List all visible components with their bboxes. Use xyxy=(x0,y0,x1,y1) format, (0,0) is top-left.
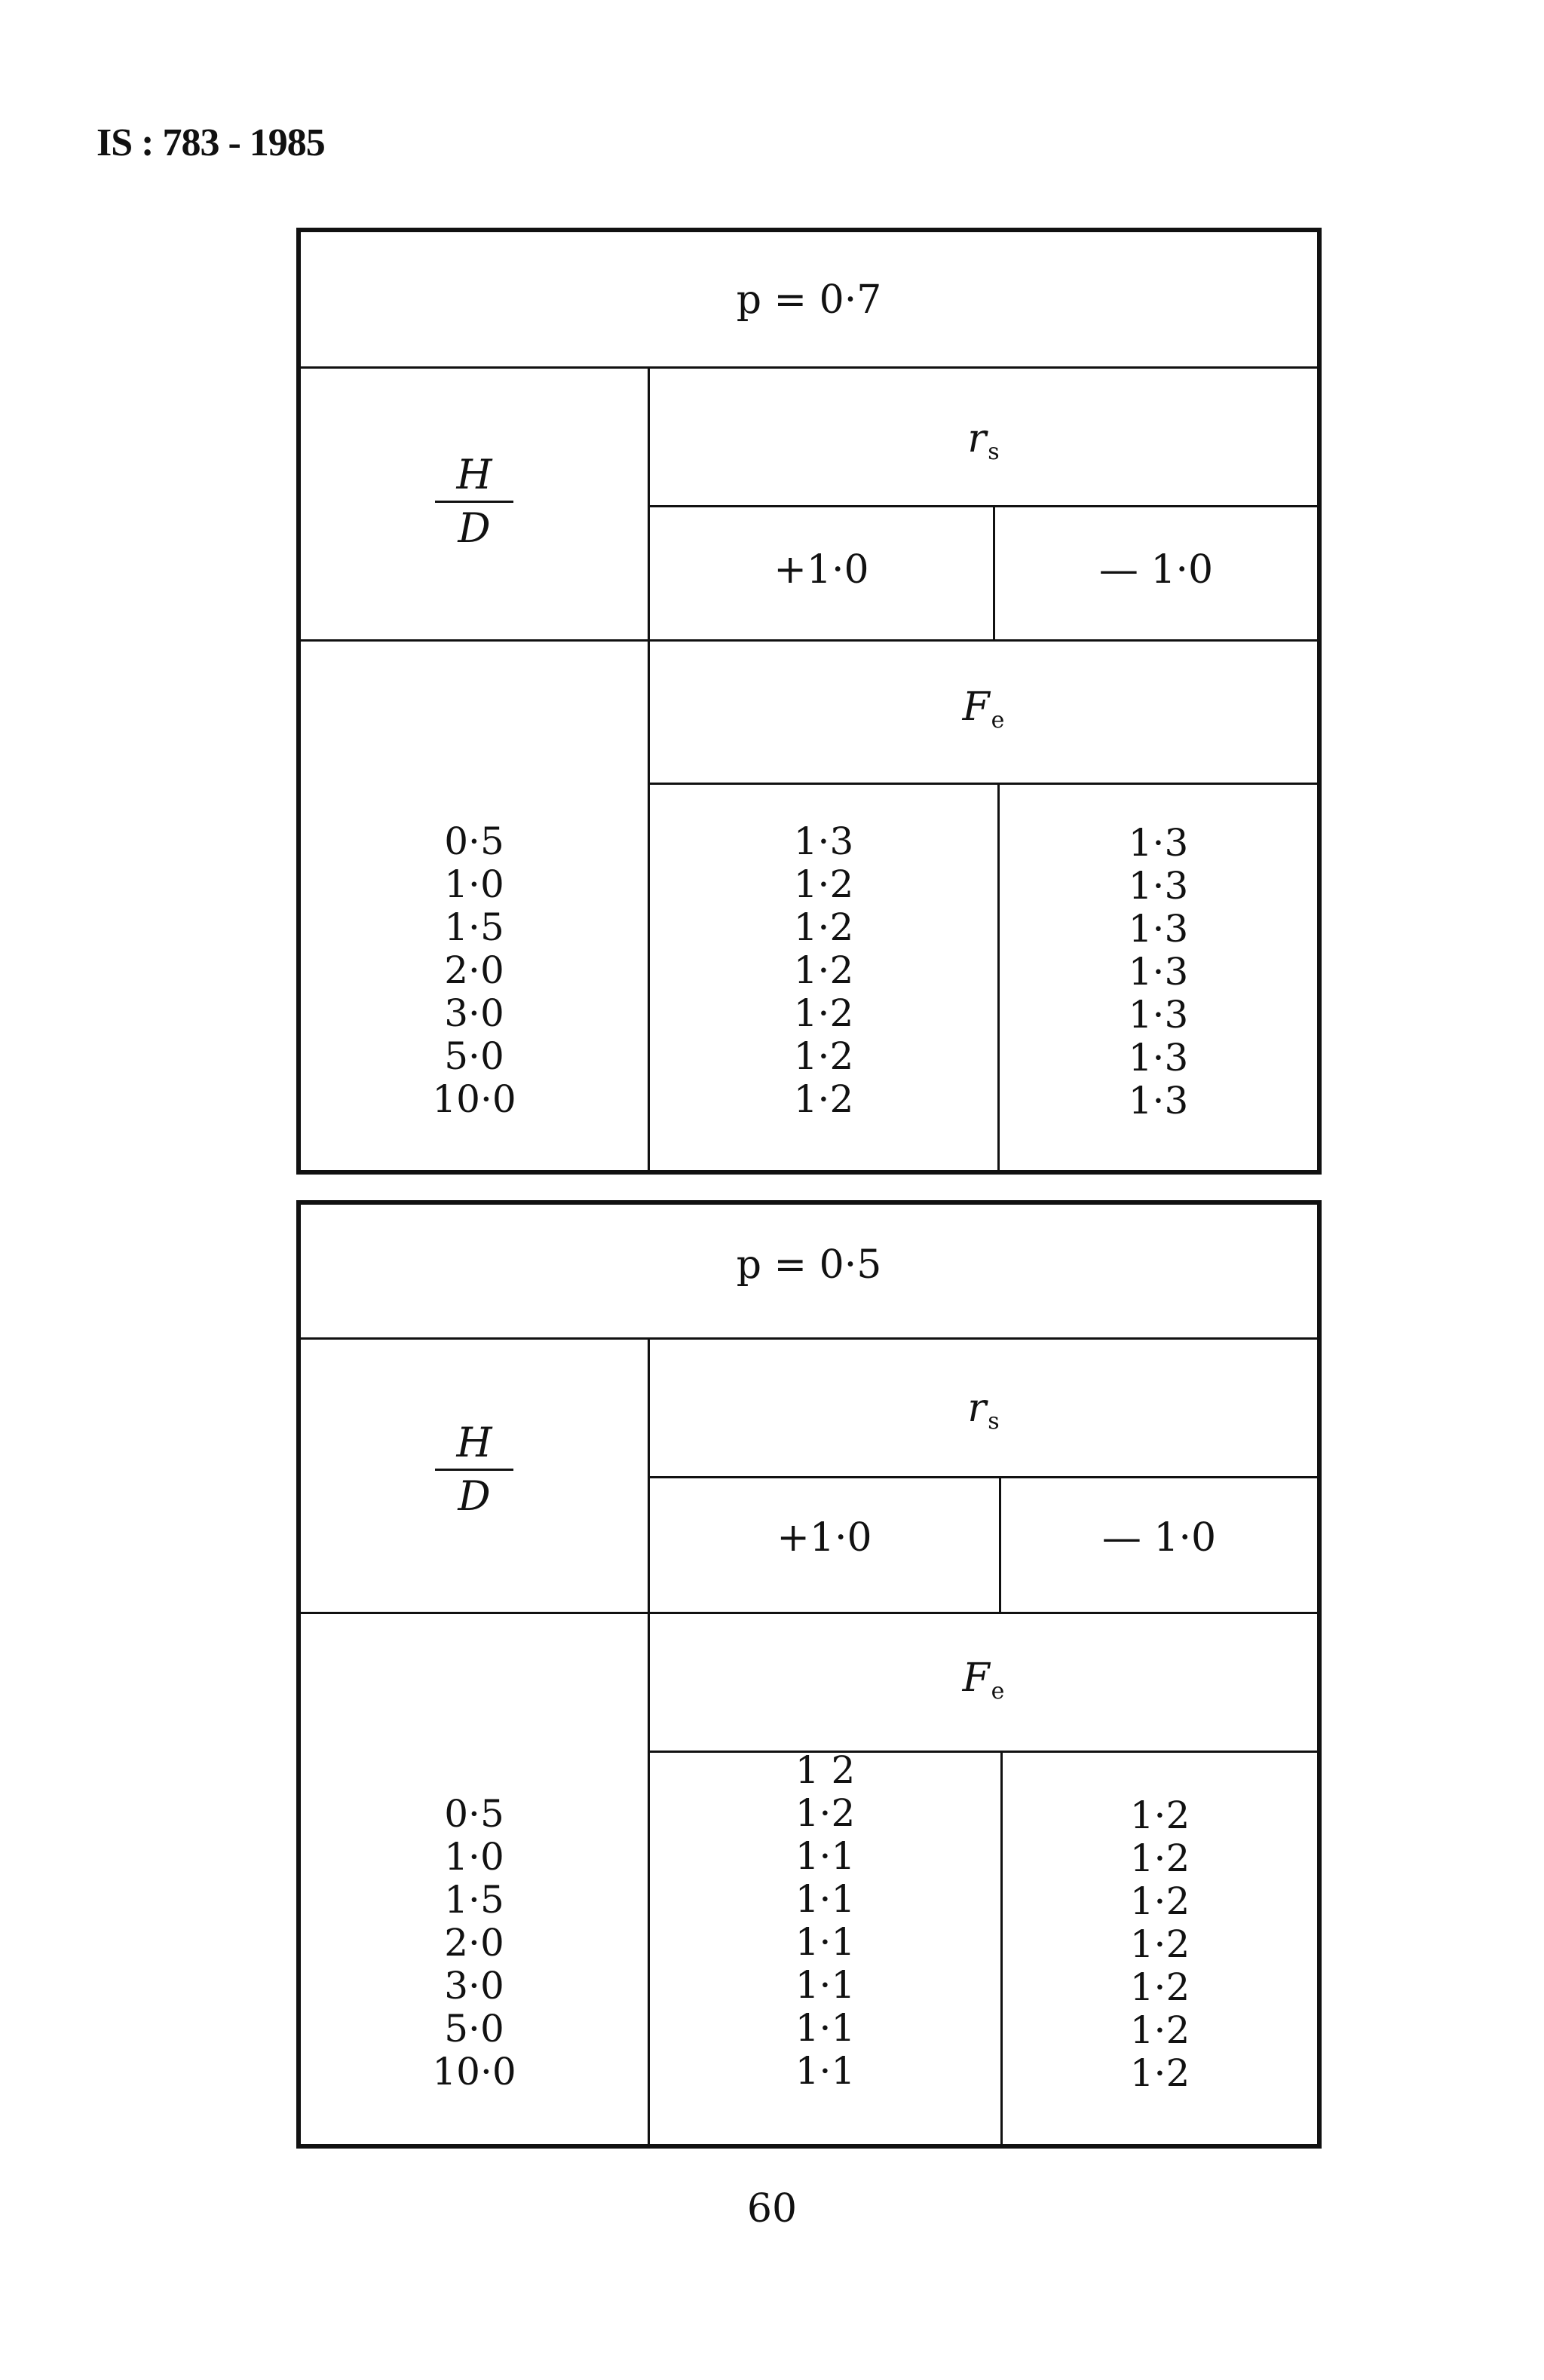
hd-values-column xyxy=(301,820,648,1121)
rs-symbol: r xyxy=(967,416,987,461)
fe-minus-column xyxy=(1000,822,1317,1123)
h-over-d-label xyxy=(301,451,648,553)
fe-value: 1·3 xyxy=(793,819,854,863)
fe-value: 1·3 xyxy=(1128,864,1189,908)
hd-value: 10·0 xyxy=(432,2050,516,2094)
fe-value: 1·2 xyxy=(793,862,854,906)
table-p-0-7 xyxy=(296,228,1322,1175)
fe-value: 1·2 xyxy=(1129,2051,1190,2095)
fe-value: 1·1 xyxy=(795,2049,856,2093)
fe-label xyxy=(650,1656,1317,1705)
fe-symbol: F xyxy=(962,1656,990,1701)
fe-symbol: F xyxy=(962,685,990,730)
fe-value: 1·2 xyxy=(1129,1965,1190,2009)
hd-value: 1·0 xyxy=(444,862,504,906)
fe-plus-column xyxy=(650,820,997,1121)
fe-value: 1·1 xyxy=(795,2006,856,2050)
rs-subscript: s xyxy=(988,1408,1000,1435)
rs-subscript: s xyxy=(988,439,1000,465)
fe-value: 1 2 xyxy=(795,1748,856,1792)
table-title: p = 0·5 xyxy=(736,1242,882,1288)
rs-minus-value: — 1·0 xyxy=(1101,1515,1217,1561)
fe-value: 1·2 xyxy=(1129,1922,1190,1966)
rs-plus-value: +1·0 xyxy=(774,547,869,593)
fe-value: 1·3 xyxy=(1128,1079,1189,1123)
fraction-numerator: H xyxy=(456,1419,492,1466)
hd-value: 2·0 xyxy=(444,948,504,992)
fe-value: 1·3 xyxy=(1128,993,1189,1037)
fraction-denominator: D xyxy=(458,1472,491,1520)
rs-symbol: r xyxy=(967,1386,987,1431)
divider xyxy=(301,366,1317,369)
divider xyxy=(650,783,1317,785)
fe-value: 1·3 xyxy=(1128,1036,1189,1080)
page-number: 60 xyxy=(746,2186,798,2231)
hd-value: 0·5 xyxy=(444,819,504,863)
fraction-denominator: D xyxy=(458,504,491,552)
fe-value: 1·2 xyxy=(793,905,854,949)
divider xyxy=(301,1612,1317,1614)
divider xyxy=(650,505,1317,507)
fe-value: 1·2 xyxy=(1129,1793,1190,1837)
rs-label xyxy=(650,416,1317,465)
rs-plus-value: +1·0 xyxy=(777,1515,872,1561)
hd-value: 1·0 xyxy=(444,1835,504,1879)
fe-subscript: e xyxy=(991,707,1005,734)
table-title: p = 0·7 xyxy=(736,277,882,323)
hd-values-column xyxy=(301,1793,648,2094)
divider xyxy=(650,1476,1317,1478)
fe-value: 1·1 xyxy=(795,1963,856,2007)
h-over-d-label xyxy=(301,1419,648,1521)
hd-value: 10·0 xyxy=(432,1077,516,1121)
hd-value: 5·0 xyxy=(444,2007,504,2051)
fraction-bar xyxy=(435,1469,513,1471)
fe-value: 1·2 xyxy=(793,1077,854,1121)
fe-value: 1·2 xyxy=(1129,2008,1190,2052)
hd-value: 1·5 xyxy=(444,905,504,949)
fe-value: 1·3 xyxy=(1128,907,1189,951)
fe-value: 1·1 xyxy=(795,1834,856,1878)
fe-value: 1·2 xyxy=(793,948,854,992)
fraction-numerator: H xyxy=(456,451,492,498)
hd-value: 2·0 xyxy=(444,1921,504,1965)
fe-plus-column xyxy=(650,1749,1000,2093)
rs-label xyxy=(650,1386,1317,1435)
fe-value: 1·1 xyxy=(795,1920,856,1964)
fe-value: 1·1 xyxy=(795,1877,856,1921)
fe-value: 1·2 xyxy=(795,1791,856,1835)
fe-value: 1·3 xyxy=(1128,950,1189,994)
table-p-0-5 xyxy=(296,1200,1322,2149)
divider xyxy=(301,639,1317,642)
fe-value: 1·2 xyxy=(793,991,854,1035)
hd-value: 3·0 xyxy=(444,1964,504,2008)
fe-label xyxy=(650,685,1317,734)
hd-value: 3·0 xyxy=(444,991,504,1035)
fraction-bar xyxy=(435,501,513,503)
divider xyxy=(301,1337,1317,1340)
hd-value: 0·5 xyxy=(444,1792,504,1836)
hd-value: 1·5 xyxy=(444,1878,504,1922)
fe-minus-column xyxy=(1003,1794,1317,2095)
fe-value: 1·2 xyxy=(1129,1836,1190,1880)
standard-number: IS : 783 - 1985 xyxy=(96,121,325,164)
fe-value: 1·3 xyxy=(1128,821,1189,865)
fe-subscript: e xyxy=(991,1678,1005,1705)
fe-value: 1·2 xyxy=(1129,1879,1190,1923)
hd-value: 5·0 xyxy=(444,1034,504,1078)
fe-value: 1·2 xyxy=(793,1034,854,1078)
rs-minus-value: — 1·0 xyxy=(1098,547,1214,593)
